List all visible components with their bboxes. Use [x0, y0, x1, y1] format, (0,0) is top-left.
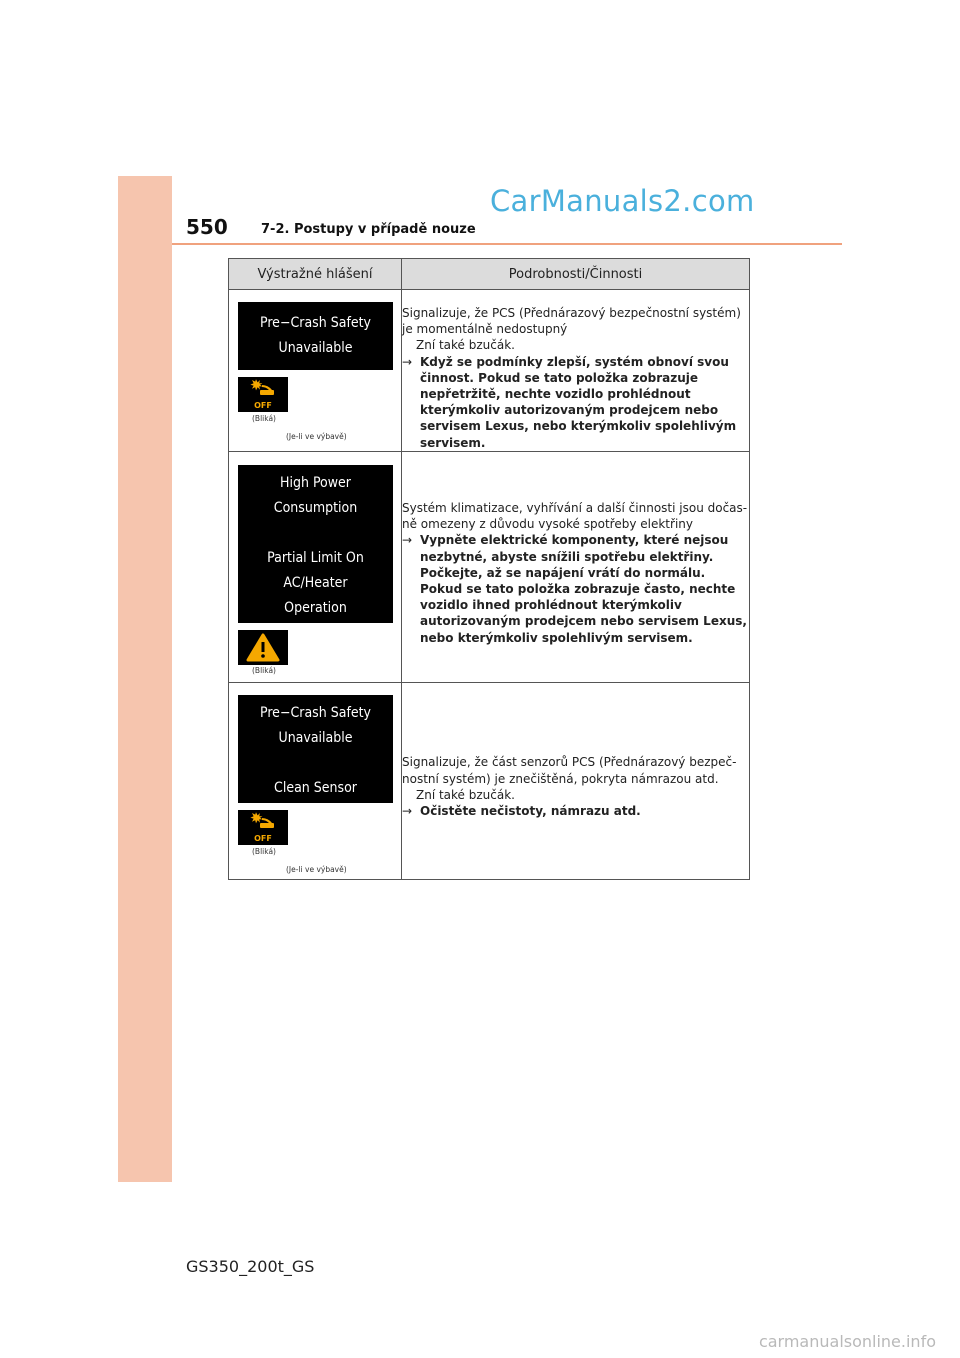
table-row [229, 682, 750, 879]
action-item-continued: Pokud se tato položka zobrazuje často, nechte vozidlo ihned prohlédnout kterýmkoliv autorizovaným prodejcem nebo servisem Lexus, nebo kterýmkoliv spolehlivým servisem. [420, 581, 747, 645]
table-header-row [229, 259, 750, 290]
display-message: High Power Consumption Partial Limit On AC/Heater Operation [238, 465, 393, 623]
display-message: Pre−Crash Safety Unavailable [238, 302, 393, 370]
header-divider [172, 243, 842, 245]
pcs-off-icon [238, 377, 288, 412]
footer-code: GS350_200t_GS [186, 1257, 315, 1276]
details-cell: Systém klimatizace, vyhřívání a další činnosti jsou dočas- ně omezeny z důvodu vysoké spotřeby elektřiny → Vypněte elektrické komponenty, které nejsou nezbytné, abyste snížili spotřebu elektřiny. Počkejte, až se napájení vrátí do normálu. Pokud se tato položka zobrazuje často, nechte vozidlo ihned prohlédnout kterýmkoliv autorizovaným prodejcem nebo servisem Lexus, nebo kterýmkoliv spolehlivým servisem. [402, 451, 750, 682]
pcs-off-icon [238, 810, 288, 845]
side-band [118, 176, 172, 1182]
footer-watermark: carmanualsonline.info [758, 1332, 936, 1351]
warning-triangle-icon [238, 630, 288, 665]
details-cell: Signalizuje, že PCS (Přednárazový bezpečnostní systém) je momentálně nedostupný Zní také bzučák. → Když se podmínky zlepší, systém obnoví svou činnost. Pokud se tato položka zobrazuje nepřetržitě, nechte vozidlo prohlédnout kterýmkoliv autorizovaným prodejcem nebo servisem Lexus, nebo kterýmkoliv spolehlivým servisem. [402, 290, 750, 452]
svg-text:OFF: OFF [254, 833, 272, 843]
page-number: 550 [186, 215, 228, 239]
section-title: 7-2. Postupy v případě nouze [261, 222, 476, 237]
details-cell: Signalizuje, že část senzorů PCS (Přednárazový bezpeč- nostní systém) je znečištěná, pokryta námrazou atd. Zní také bzučák. → Očistěte nečistoty, námrazu atd. [402, 682, 750, 879]
action-item: → Vypněte elektrické komponenty, které nejsou nezbytné, abyste snížili spotřebu elektřiny. Počkejte, až se napájení vrátí do normálu. [402, 533, 729, 580]
message-cell [229, 451, 402, 682]
blink-caption: (Bliká) [252, 414, 276, 423]
blink-caption: (Bliká) [252, 846, 276, 856]
table-row [229, 451, 750, 682]
column-header-message: Výstražné hlášení [229, 259, 402, 290]
display-message: Pre−Crash Safety Unavailable Clean Sensor [238, 695, 393, 803]
blink-caption: (Bliká) [252, 665, 276, 675]
svg-text:OFF: OFF [254, 401, 272, 410]
column-header-details: Podrobnosti/Činnosti [402, 259, 750, 290]
site-watermark: CarManuals2.com [490, 184, 755, 218]
message-cell [229, 290, 402, 452]
table-row [229, 290, 750, 452]
action-item: → Když se podmínky zlepší, systém obnoví svou činnost. Pokud se tato položka zobrazuje nepřetržitě, nechte vozidlo prohlédnout kterýmkoliv autorizovaným prodejcem nebo servisem Lexus, nebo kterýmkoliv spolehlivým servisem. [402, 354, 737, 450]
warning-table [228, 258, 750, 880]
message-cell [229, 682, 402, 879]
equipped-caption: (Je-li ve výbavě) [286, 432, 347, 441]
equipped-caption: (Je-li ve výbavě) [286, 864, 347, 874]
action-item: → Očistěte nečistoty, námrazu atd. [402, 804, 641, 819]
